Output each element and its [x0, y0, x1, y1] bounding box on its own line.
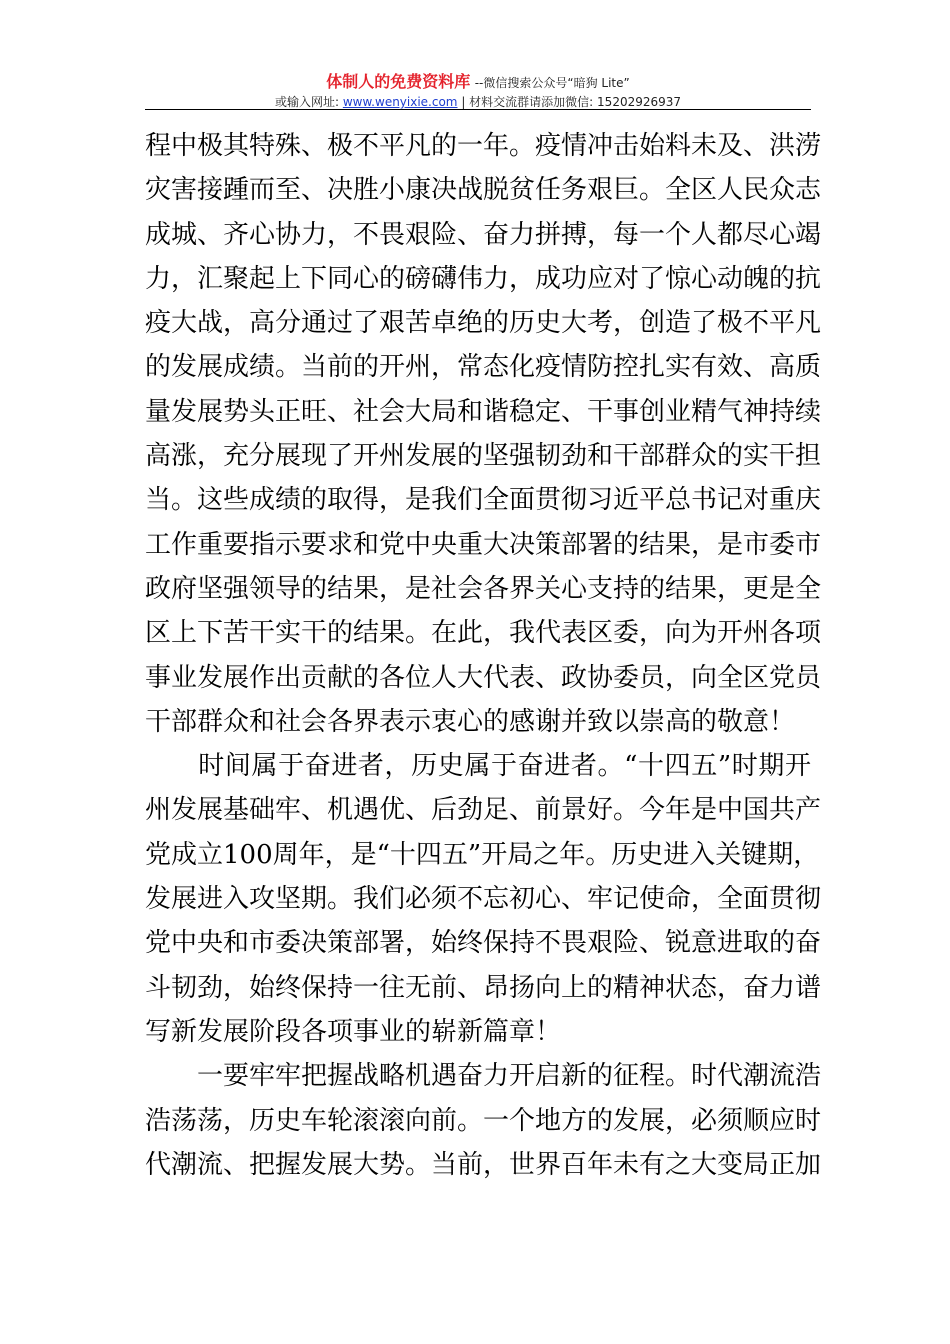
text-line: 党中央和市委决策部署，始终保持不畏艰险、锐意进取的奋 [145, 928, 822, 959]
text-line: 发展进入攻坚期。我们必须不忘初心、牢记使命，全面贯彻 [145, 884, 822, 915]
text-line: 一要牢牢把握战略机遇奋力开启新的征程。时代潮流浩 [145, 1061, 822, 1092]
brand-tagline: --微信搜索公众号“暗狗 Lite” [474, 76, 630, 90]
text-line: 灾害接踵而至、决胜小康决战脱贫任务艰巨。全区人民众志 [145, 175, 822, 206]
text-line: 事业发展作出贡献的各位人大代表、政协委员，向全区党员 [145, 662, 822, 693]
website-link[interactable]: www.wenyixie.com [342, 95, 458, 109]
text-line: 工作重要指示要求和党中央重大决策部署的结果，是市委市 [145, 529, 822, 560]
text-line: 浩荡荡，历史车轮滚滚向前。一个地方的发展，必须顺应时 [145, 1105, 822, 1136]
text-line: 成城、齐心协力，不畏艰险、奋力拼搏，每一个人都尽心竭 [145, 219, 822, 250]
text-line: 州发展基础牢、机遇优、后劲足、前景好。今年是中国共产 [145, 795, 822, 826]
text-line: 时间属于奋进者，历史属于奋进者。“十四五”时期开 [145, 751, 811, 782]
contact-info: | 材料交流群请添加微信: 15202926937 [461, 95, 682, 109]
url-prefix: 或输入网址: [274, 95, 340, 109]
text-line: 政府坚强领导的结果，是社会各界关心支持的结果，更是全 [145, 573, 822, 604]
header-line-1 [145, 72, 811, 93]
text-line: 的发展成绩。当前的开州，常态化疫情防控扎实有效、高质 [145, 352, 822, 383]
header-divider [145, 109, 811, 110]
text-line: 写新发展阶段各项事业的崭新篇章！ [145, 1016, 562, 1047]
text-line: 高涨，充分展现了开州发展的坚强韧劲和干部群众的实干担 [145, 441, 822, 472]
text-line: 力，汇聚起上下同心的磅礴伟力，成功应对了惊心动魄的抗 [145, 263, 822, 294]
page-header [145, 72, 811, 111]
text-line: 党成立100周年，是“十四五”开局之年。历史进入关键期， [145, 839, 820, 870]
text-line: 代潮流、把握发展大势。当前，世界百年未有之大变局正加 [145, 1149, 822, 1180]
document-body [145, 124, 822, 1187]
text-line: 区上下苦干实干的结果。在此，我代表区委，向为开州各项 [145, 618, 822, 649]
brand-title: 体制人的免费资料库 [326, 72, 471, 91]
text-line: 斗韧劲，始终保持一往无前、昂扬向上的精神状态，奋力谱 [145, 972, 822, 1003]
text-line: 疫大战，高分通过了艰苦卓绝的历史大考，创造了极不平凡 [145, 308, 822, 339]
text-line: 量发展势头正旺、社会大局和谐稳定、干事创业精气神持续 [145, 396, 822, 427]
text-line: 当。这些成绩的取得，是我们全面贯彻习近平总书记对重庆 [145, 485, 822, 516]
text-line: 干部群众和社会各界表示衷心的感谢并致以崇高的敬意！ [145, 706, 796, 737]
text-line: 程中极其特殊、极不平凡的一年。疫情冲击始料未及、洪涝 [145, 131, 822, 161]
